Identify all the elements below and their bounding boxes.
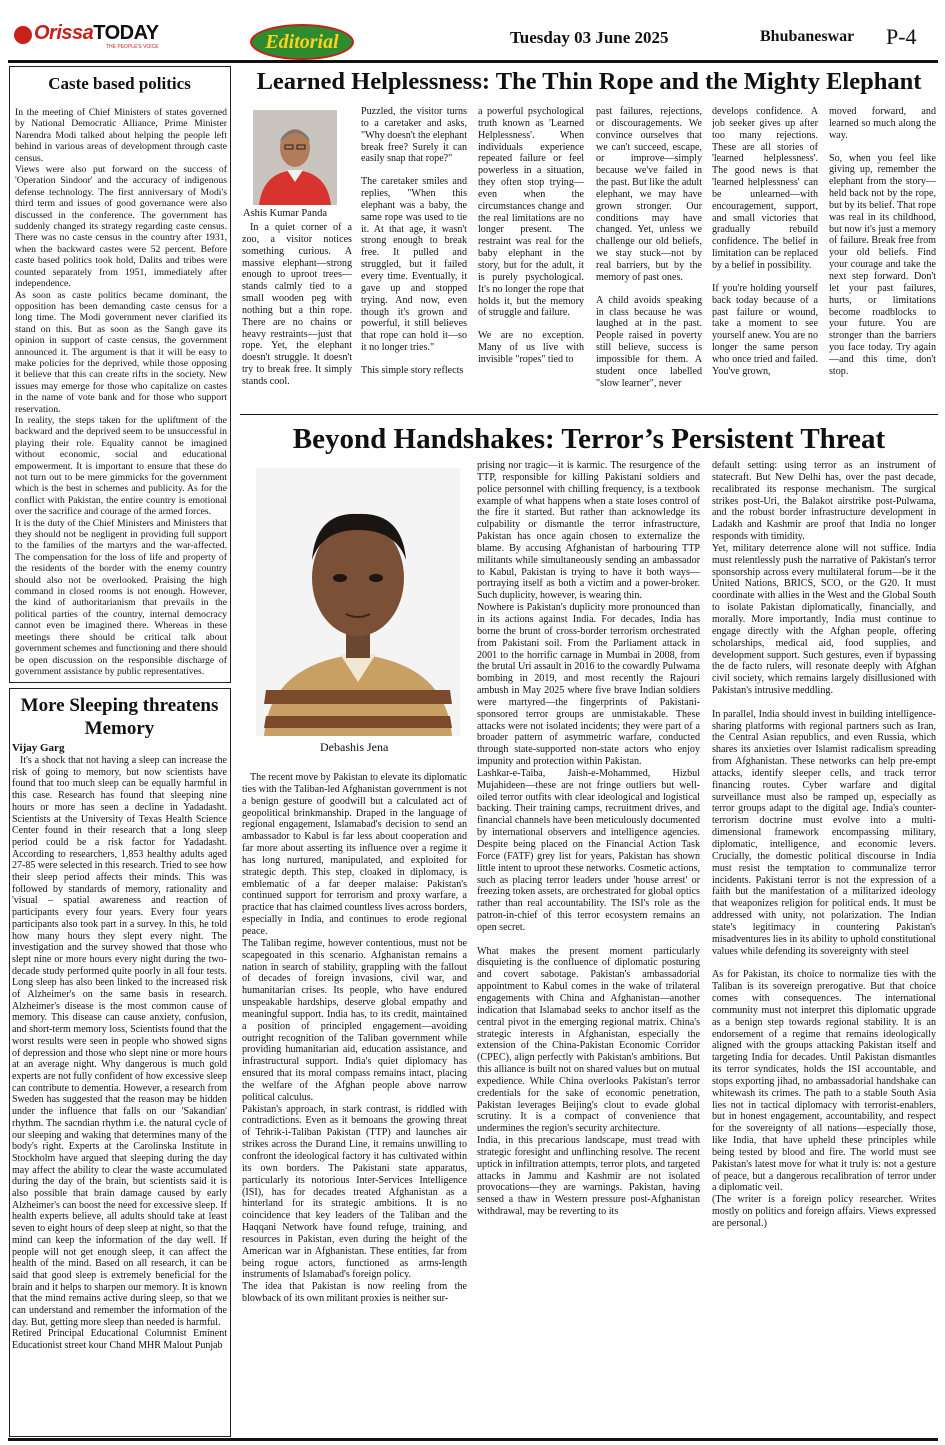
footer-rule bbox=[8, 1438, 938, 1441]
sleep-article-body bbox=[12, 755, 227, 1433]
paragraph: prising nor tragic—it is karmic. The resurgence of the TTP, responsible for killing Pakistani soldiers and police personnel with chilling frequency, is a textbook example of what happens when a state loses control of the fire it started. But rather than acknowledge its culpability or dismantle the terror infrastructure, Pakistan has once again chosen to externalize the blame. By accusing Afghanistan of harbouring TTP militants while simultaneously sending an ambassador to Kabul, Pakistan is trying to have it both ways—portraying itself as both a victim and a power-broker. Such duplicity, however, is wearing thin. bbox=[477, 460, 700, 602]
editorial-badge: Editorial bbox=[250, 24, 354, 60]
paragraph: Pakistan's approach, in stark contrast, is riddled with contradictions. Even as it bemoans the growing threat of Tehrik-i-Taliban Pakistan (TTP) and launches air strikes across the Durand Line, it remains unwilling to confront the ideological factory it has cultivated within its own borders. The Pakistani state apparatus, particularly its notorious Inter-Services Intelligence (ISI), has for decades treated Afghanistan as a hinterland for its strategic ambitions. It is no coincidence that key leaders of the Taliban and the Haqqani Network have found refuge, training, and resources in Pakistan, even during the height of the American war in Afghanistan. These entities, far from being rogue actors, functioned as arms-length instruments of Islamabad's foreign policy. bbox=[242, 1103, 467, 1281]
paragraph: The recent move by Pakistan to elevate its diplomatic ties with the Taliban-led Afghanistan government is not a benign gesture of goodwill but a calculated act of geopolitical brinkmanship. Draped in the language of regional engagement, Islamabad's decision to send an ambassador to Kabul is far less about cooperation and far more about asserting its influence over a regime it has long nurtured, manipulated, and exploited for strategic depth. This step, cloaked in diplomacy, is emblematic of a far deeper malaise: Pakistan's continued support for terrorism and proxy warfare, a practice that has claimed countless lives across borders, especially in India, and continues to erode regional peace. bbox=[242, 772, 467, 937]
terror-column-3 bbox=[712, 460, 936, 1435]
helplessness-column-6 bbox=[829, 106, 936, 410]
paragraph: default setting: using terror as an instrument of statecraft. But New Delhi has, over the past decade, recalibrated its response mechanism. The surgical strikes post-Uri, the Balakot airstrike post-Pulwama, and the robust border infrastructure development in Ladakh and Kashmir are proof that India no longer responds with timidity. bbox=[712, 460, 936, 543]
paragraph bbox=[712, 957, 936, 969]
paragraph: Puzzled, the visitor turns to a caretaker and asks, "Why doesn't the elephant break free? Surely it can easily snap that rope?" bbox=[361, 106, 467, 165]
author-photo-ashis bbox=[253, 110, 337, 205]
paragraph: a powerful psychological truth known as 'Learned Helplessness'. When individuals experience repeated failure or feel powerless in a situation, they often stop trying—even when the circumstances change and the real limitations are no longer present. The restraint was real for the baby elephant in the story, but for the adult, it is purely psychological. It's no longer the rope that holds it, but the memory of struggle and failure. bbox=[478, 106, 584, 319]
terror-column-2 bbox=[477, 460, 700, 1435]
terror-headline: Beyond Handshakes: Terror’s Persistent Threat bbox=[292, 423, 886, 455]
paragraph: Views were also put forward on the success of 'Operation Sindoor' and the accuracy of indigenous defense technology. The first anniversary of Modi's third term and issues of good governance were also discussed in the conference. The government has suddenly changed its strategy regarding caste census. There was no caste census in the country after 1931, when the backward castes were 52 percent. Before caste based politics took hold, Dalits and tribes were counted separately from 1951, immediately after independence. bbox=[15, 164, 227, 290]
paragraph: What makes the present moment particularly disquieting is the confluence of diplomatic posturing and covert sabotage. Pakistan's ambassadorial appointment to Kabul comes in the wake of trilateral engagements with China and Afghanistan—another indication that Islamabad seeks to anchor itself as the central pivot in the emerging regional matrix. China's strategic interests in Afghanistan, especially the extension of the China-Pakistan Economic Corridor (CPEC), align perfectly with Pakistan's ambitions. But this alliance is built not on shared values but on mutual expedience. While China overlooks Pakistan's terror credentials for the sake of economic penetration, Pakistan leverages Beijing's clout to evade global scrutiny. It is a compact of convenience that undermines the region's security architecture. bbox=[477, 945, 700, 1135]
caste-politics-title: Caste based politics bbox=[48, 74, 191, 93]
paragraph: Retired Principal Educational Columnist Eminent Educationist street kour Chand MHR Malout Punjab bbox=[12, 1328, 227, 1352]
paragraph: past failures, rejections, or discouragements. We convince ourselves that we can't succeed, escape, or improve—simply because we've failed in the past. But like the adult elephant, we may have grown stronger. Our conditions may have changed. Yet, unless we challenge our old beliefs, we stay stuck—not by real barriers, but by the memory of past ones. bbox=[596, 106, 702, 283]
edition-city: Bhubaneswar bbox=[760, 28, 855, 45]
paragraph: We are no exception. Many of us live with invisible "ropes" tied to bbox=[478, 330, 584, 365]
paragraph: The idea that Pakistan is now reeling from the blowback of its own militant proxies is neither sur- bbox=[242, 1281, 467, 1305]
paragraph: India, in this precarious landscape, must tread with strategic foresight and unflinching resolve. The recent uptick in infiltration attempts, terror plots, and targeted attacks in Jammu and Kashmir are not isolated provocations—they are warnings. Pakistan, having sensed a thaw in Western pressure post-Afghanistan withdrawal, may be reverting to its bbox=[477, 1135, 700, 1218]
helplessness-column-5 bbox=[712, 106, 818, 410]
issue-date: Tuesday 03 June 2025 bbox=[510, 28, 669, 47]
helplessness-author: Ashis Kumar Panda bbox=[243, 208, 327, 219]
page-number: P-4 bbox=[886, 24, 917, 49]
logo-today: TODAY bbox=[93, 22, 159, 44]
paragraph: moved forward, and learned so much along the way. bbox=[829, 106, 936, 141]
helplessness-column-2 bbox=[361, 106, 467, 410]
paragraph: Nowhere is Pakistan's duplicity more pronounced than in its actions against India. For decades, India has borne the brunt of cross-border terrorism orchestrated from Pakistani soil. From the Parliament attack in 2001 to the horrific carnage in Mumbai in 2008, from the brutal Uri assault in 2016 to the cowardly Pulwama bombing in 2019, and most recently the Rajouri ambush in May 2025 where five brave Indian soldiers were martyred—the fingerprints of Pakistani-sponsored terror groups are unmistakable. These attacks were not isolated incidents; they were part of a broader pattern of asymmetric warfare, conducted through state-supported non-state actors who enjoy impunity and protection within Pakistan. bbox=[477, 602, 700, 768]
paragraph: So, when you feel like giving up, remember the elephant from the story—held back not by the rope, but by its belief. That rope was real in its childhood, but now it's just a memory of failure. Break free from your old beliefs. Find your courage and take the next step forward. Don't let your past failures, hurts, or limitations become roadblocks to your future. You are stronger than the barriers you face today. Try again—and this time, don't stop. bbox=[829, 152, 936, 377]
paragraph: The caretaker smiles and replies, "When this elephant was a baby, the same rope was used to tie it. At that age, it wasn't strong enough to break free. It pulled and struggled, but it failed every time. Eventually, it gave up and stopped trying. And now, even though it's grown and powerful, it still believes that rope can hold it—so it no longer tries." bbox=[361, 176, 467, 354]
helplessness-column-1 bbox=[242, 222, 352, 410]
paragraph: The Taliban regime, however contentious, must not be scapegoated in this scenario. Afghanistan remains a nation in search of stability, grappling with the fallout of decades of foreign invasions, civil war, and humanitarian crises. Its people, who have endured unspeakable hardships, deserve global empathy and meaningful support. India has, to its credit, maintained a position of principled engagement—avoiding outright recognition of the Taliban government while providing humanitarian aid, education assistance, and infrastructural support. India's quiet diplomacy has ensured that its moral compass remains intact, placing the welfare of the Afghan people above narrow political calculus. bbox=[242, 937, 467, 1103]
paragraph bbox=[477, 934, 700, 946]
sleep-article-title: More Sleeping threatens Memory bbox=[20, 695, 219, 739]
paragraph: In the meeting of Chief Ministers of states governed by National Democratic Alliance, Prime Minister Narendra Modi talked about helping the people left behind in various areas of development through caste census. bbox=[15, 107, 227, 164]
masthead-rule bbox=[8, 60, 938, 63]
author-photo-debashis bbox=[256, 468, 460, 736]
logo-orissa: Orissa bbox=[34, 22, 94, 44]
helplessness-column-3 bbox=[478, 106, 584, 410]
paragraph: A child avoids speaking in class because he was laughed at in the past. People raised in poverty still believe, success is impossible for them. A student once labelled "slow learner", never bbox=[596, 294, 702, 389]
sleep-article-author: Vijay Garg bbox=[12, 742, 65, 754]
paragraph: As soon as caste politics became dominant, the opposition has been demanding caste census for a long time. The Modi government never clarified its stand on this. But as soon as the Sangh gave its opinion in support of caste census, the government announced it. The argument is that it will be easy to make policies for the deprived, while those opposing it believe that this can create rifts in the society. New issues may emerge for those who capitalize on castes in the name of vote bank and for those who support reservation. bbox=[15, 289, 227, 415]
logo-emblem-icon bbox=[14, 26, 32, 44]
article-divider bbox=[240, 414, 938, 415]
terror-column-1 bbox=[242, 772, 467, 1435]
helplessness-headline: Learned Helplessness: The Thin Rope and the Mighty Elephant bbox=[256, 68, 922, 95]
paragraph: Yet, military deterrence alone will not suffice. India must relentlessly push the narrative of Pakistan's terror sponsorship across every multilateral forum—be it the United Nations, BRICS, SCO, or the G20. It must coordinate with allies in the West and the Global South to isolate Pakistan diplomatically, financially, and morally. More importantly, India must continue to engage directly with the Afghan people, offering scholarships, medical aid, food supplies, and development support. Such gestures, even if bypassing the de facto rulers, will resonate deeply with Afghan civil society, which remains largely disillusioned with Pakistan's intrusive meddling. bbox=[712, 542, 936, 697]
paragraph: This simple story reflects bbox=[361, 364, 464, 376]
helplessness-column-4 bbox=[596, 106, 702, 410]
caste-politics-body bbox=[15, 107, 227, 680]
logo-tagline: THE PEOPLE'S VOICE bbox=[106, 44, 159, 50]
terror-author: Debashis Jena bbox=[320, 740, 389, 754]
paragraph: In parallel, India should invest in building intelligence-sharing platforms with regional partners such as Iran, the Central Asian republics, and even Russia, which shares its anxieties over Islamist radicalism spreading from Afghanistan. These networks can help pre-empt attacks, identify sleeper cells, and track terror financing routes. Cyber warfare and digital surveillance must also be ramped up, especially as terror groups adapt to the digital age. India's counter-terrorism doctrine must evolve into a multi-dimensional framework encompassing military, diplomatic, intelligence, and economic levers. Crucially, the domestic political discourse in India must resist the temptation to communalize terror incidents. Pakistani terror is not the expression of a faith but the manifestation of a militarized ideology that weaponizes religion for political ends. It must be addressed with unity, not polarization. The Indian state's legitimacy in countering Pakistan's misadventures lies in its ability to uphold constitutional values while defending its sovereignty with steel bbox=[712, 708, 936, 957]
paragraph: (The writer is a foreign policy researcher. Writes mostly on politics and foreign affairs. Views expressed are personal.) bbox=[712, 1194, 936, 1229]
paragraph: As for Pakistan, its choice to normalize ties with the Taliban is its sovereign prerogative. But that choice comes with consequences. The international community must not interpret this diplomatic upgrade as a benign step towards regional stability. It is an endorsement of a regime that remains ideologically aligned with the groups attacking Pakistan itself and targeting India for decades. Until Pakistan dismantles its terror syndicates, holds the ISI accountable, and stops exporting jihad, no ambassadorial handshake can whitewash its crimes. The path to a stable South Asia lies not in tactical diplomacy with terrorist-enablers, but in honest engagement, accountability, and respect for the sovereignty of all nations—especially those, like India, that have upheld these principles while being tested by blood and fire. The world must see Pakistan's latest move for what it truly is: not a gesture of peace, but a dangerous recalibration of terror under a diplomatic veil. bbox=[712, 969, 936, 1194]
paragraph: In a quiet corner of a zoo, a visitor notices something curious. A massive elephant—strong enough to uproot trees—stands calmly tied to a small wooden peg with nothing but a thin rope. There are no chains or heavy restraints—just that rope. Yet, the elephant doesn't struggle. It doesn't try to break free. It simply stands cool. bbox=[242, 222, 352, 387]
paragraph: In reality, the steps taken for the upliftment of the backward and the deprived seem to be unsuccessful in playing their role. Equality cannot be imagined without economic, social and educational empowerment. It is important to ensure that these do not turn out to be mere gimmicks for the government which is the best in schemes and publicity. As for the conflict with Pakistan, the entire country is emotional over the sacrifice and courage of the armed forces. bbox=[15, 414, 227, 518]
paragraph: Lashkar-e-Taiba, Jaish-e-Mohammed, Hizbul Mujahideen—these are not fringe outliers but well-oiled terror outfits with clear ideological and logistical backing. Their training camps, recruitment drives, and financial channels have been meticulously documented by international observers and intelligence agencies. Despite being placed on the Financial Action Task Force (FATF) grey list for years, Pakistan has shown little intent to uproot these networks. Cosmetic actions, such as placing terror leaders under 'house arrest' or freezing token assets, are orchestrated for global optics rather than real accountability. The ISI's role as the patron-in-chief of this terror ecosystem remains an open secret. bbox=[477, 767, 700, 933]
newspaper-logo bbox=[14, 22, 182, 54]
paragraph: develops confidence. A job seeker gives up after too many rejections. These are all stories of 'learned helplessness'. The good news is that 'learned helplessness' can be unlearned—with encouragement, support, and small victories that gradually rebuild confidence. The belief in limitation can be replaced by a belief in possibility. bbox=[712, 106, 818, 271]
paragraph bbox=[712, 697, 936, 709]
paragraph: If you're holding yourself back today because of a past failure or wound, take a moment to see yourself anew. You are no longer the same person who once tried and failed. You've grown, bbox=[712, 282, 818, 377]
paragraph: It is the duty of the Chief Ministers and Ministers that they should not be negligent in providing full support to the families of the martyrs and the war-affected. The compensation for the loss of life and property of the residents of the border with the enemy country should also not be overlooked. Praising the high command in closed rooms is not enough. However, the kind of authoritarianism that prevails in the political parties of the country, internal democracy cannot even be imagined there. Whereas in these meetings there should be critical talk about government schemes and functioning and there should be open discussion on the responsible discharge of government assistance by public representatives. bbox=[15, 517, 227, 677]
paragraph: It's a shock that not having a sleep can increase the risk of going to memory, but now scientists have found that too much sleep can be equally harmful in this case. Research has found that sleeping nine hours or more has seen a decline in Yadadasht. Scientists at the University of Texas Health Science Center found in their research that a long sleep period could be a risk factor for Yadadasht. According to researchers, 1,853 healthy adults aged 27-85 were selected in this research. Tried to see how their sleep period affects their minds. This was followed by standards of memory, rationality and 'visual – spatial awareness and reaction of participants every four years. Every four years participants also took part in a survey. In this, he told how many hours they slept every night. The investigation and the survey showed that those who slept nine or more hours every night during the two-decade study performed quite poorly in all four tests. Long sleep has also been linked to the increased risk of Alzheimer's on the same basis in research. Alzheimer's disease is the most common cause of memory. This disease can cause anxiety, confusion, and short-term memory loss, Scientists found that the worst results were seen in people who showed signs of depression and those who slept nine or more hours at an average night. Why dangerous is much gold experts are not fully confident of how excessive sleep can contribute to dementia. However, a research from Sweden has suggested that the reason may be hidden under the influence that falls on our 'Sakandian' rhythm. The sacndian rhythm i.e. the natural cycle of our sleeping and waking that determines many of the body's right. Experts at the Carolinska Institute in Stockholm have argued that sleeping during the day may affect the ability to clear the waste accumulated during the day of the brain, but scientists said it is also possible that brain damage caused by early Alzheimer's can boost the need for excessive sleep. If health experts believe, all adults should take at least seven to eight hours of deep sleep at night, so that the mind can keep the information of the day well. If people will not get enough sleep, it can affect the health of the mind. Based on all research, it can be said that good sleep is extremely beneficial for the brain and it helps to sharpen our memory. It is known that the mind remains active during sleep, so that we can understand and remember the information of the day. But, getting more sleep than needed is harmful. bbox=[12, 755, 227, 1328]
